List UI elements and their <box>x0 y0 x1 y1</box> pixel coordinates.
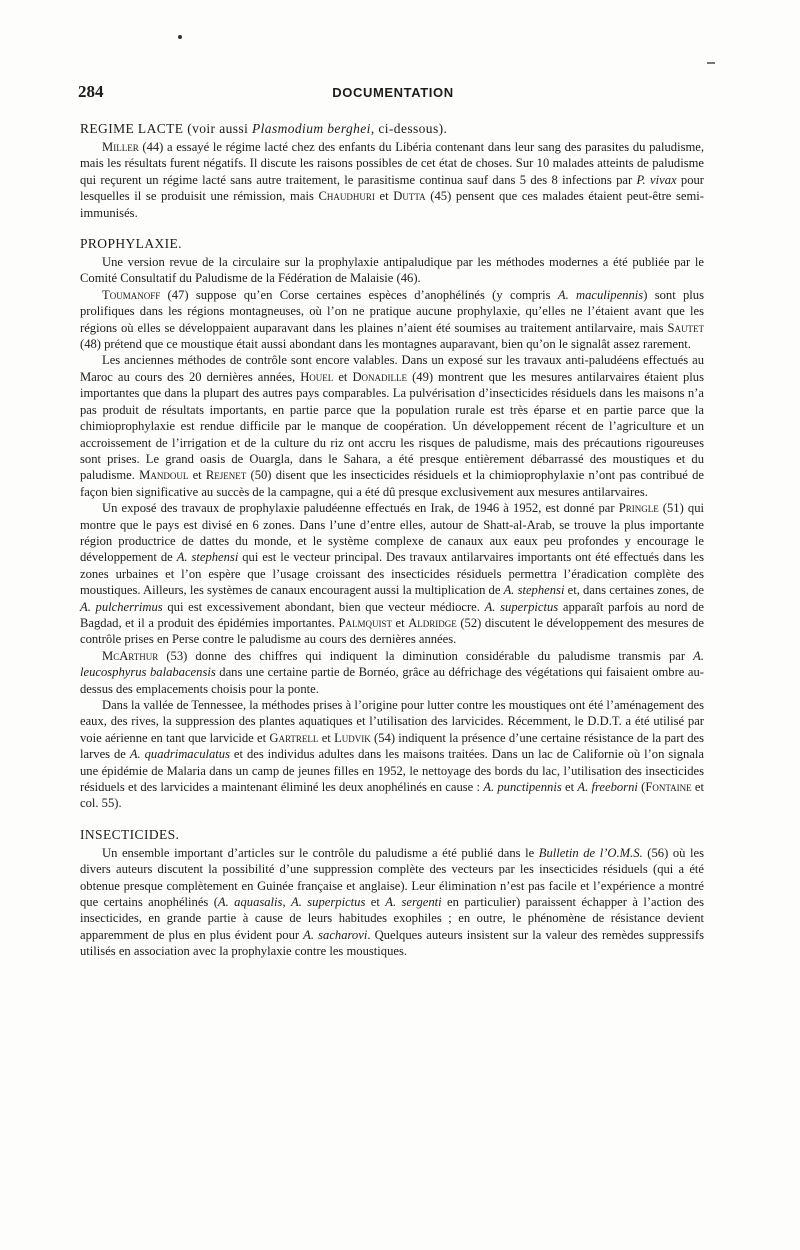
italic-term: A. sergenti <box>385 895 442 910</box>
italic-term: A. leucosphyrus balabacensis <box>80 648 704 680</box>
author-name: Houel <box>300 369 334 384</box>
italic-term: A. sacharovi <box>303 927 368 942</box>
text-run: dans une certaine partie de Bornéo, grâce au défrichage des végétations qui faisaient ombre au-dessus des emplacements choisis pour la ponte. <box>80 665 704 696</box>
running-head: DOCUMENTATION <box>332 85 454 100</box>
text-run: et, dans certaines zones, de <box>564 583 704 598</box>
article-body <box>80 120 704 960</box>
text-run: , <box>282 895 292 910</box>
section-heading <box>80 120 704 137</box>
paragraph <box>80 254 704 287</box>
text-run: (51) qui montre que le pays est divisé en 6 zones. Dans l’une d’entre elles, autour de Shatt-al-Arab, se trouve la plus importante région productrice de dattes du monde, et le système complexe de canaux aux eaux peu profondes y encourage le développement de <box>80 501 704 565</box>
text-run: et <box>374 189 394 204</box>
page-number: 284 <box>78 82 104 101</box>
author-name: Palmquist <box>338 615 392 630</box>
italic-term: A. quadrimaculatus <box>129 747 230 762</box>
section-title: REGIME LACTE <box>80 121 184 136</box>
italic-term: A. pulcherrimus <box>80 599 163 614</box>
text-run: (45) pensent que ces malades étaient peut-être semi-immunisés. <box>80 189 705 220</box>
section-insecticides <box>80 826 704 960</box>
text-run: (54) indiquent la présence d’une certaine résistance de la part des larves de <box>80 730 704 762</box>
page-header <box>78 82 708 106</box>
paragraph <box>80 500 704 648</box>
text-run: (53) donne des chiffres qui indiquent la diminution considérable du paludisme transmis par <box>158 648 694 663</box>
text-run: ) sont plus prolifiques dans les régions montagneuses, où l’on ne pratique aucune prophylaxie, qu’elles ne l’étaient avant que les régions où elles se développaient auparavant dans les plaines n’aient été soumises au traitement antilarvaire, mais <box>80 287 704 335</box>
text-run: et des individus adultes dans les maisons traitées. Dans un lac de Californie où l’on signala une épidémie de Malaria dans un camp de jeunes filles en 1952, le nettoyage des bords du lac, l’utilisation des insecticides résiduels et des larvicides a maintenant éliminé les deux anophélinés en cause : <box>80 747 704 795</box>
paragraph <box>80 287 704 353</box>
section-regime-lacte <box>80 120 704 221</box>
italic-term: A. punctipennis <box>483 780 562 795</box>
italic-term: A. stephensi <box>503 583 565 598</box>
author-name: Aldridge <box>408 615 457 630</box>
text-run: et <box>561 780 578 795</box>
text-run: . Quelques auteurs insistent sur la valeur des remèdes suppressifs utilisés en association avec la prophylaxie contre les moustiques. <box>80 927 704 959</box>
author-name: Pringle <box>618 501 659 516</box>
author-name: Toumanoff <box>102 287 161 302</box>
text-run: apparaît parfois au nord de Bagdad, et il a produit des épidémies importantes. <box>80 599 704 630</box>
section-title-aside: (voir aussi <box>183 121 252 136</box>
author-name: Fontaine <box>645 780 692 795</box>
section-title: INSECTICIDES. <box>80 826 180 842</box>
author-name: Chaudhuri <box>318 189 375 204</box>
page-mark <box>178 35 182 39</box>
author-name: Miller <box>102 140 139 154</box>
text-run: ( <box>637 780 646 795</box>
text-run: Une version revue de la circulaire sur la prophylaxie antipaludique par les méthodes modernes a été publiée par le Comité Consultatif du Paludisme de la Fédération de Malaisie (46). <box>80 255 704 286</box>
section-heading <box>80 235 704 252</box>
author-name: Dutta <box>393 189 426 204</box>
text-run: qui est le vecteur principal. Des travaux antilarvaires importants ont été effectués dans les zones urbaines et l’on espère que l’usage croissant des insecticides résiduels permettra l’éradication complète des moustiques. Ailleurs, les systèmes de canaux encouragent aussi la multiplication de <box>80 550 704 598</box>
text-run: et <box>365 895 386 910</box>
text-run: qui est excessivement abondant, bien que vecteur médiocre. <box>162 599 485 614</box>
author-name: Rejenet <box>205 468 247 483</box>
section-title: PROPHYLAXIE. <box>80 236 182 252</box>
author-name: Mandoul <box>139 468 189 483</box>
italic-term: A. superpictus <box>291 895 366 910</box>
text-run: (50) disent que les insecticides résiduels et la chimioprophylaxie n’ont pas contribué de façon bien significative au succès de la campagne, qui a été dû presque exclusivement aux mesures antilarvaires. <box>80 468 705 499</box>
italic-term: A. freeborni <box>577 780 638 795</box>
text-run: Dans la vallée de Tennessee, la méthodes prises à l’origine pour lutter contre les moustiques ont été l’aménagement des eaux, des rives, la suppression des plantes aquatiques et l’utilisation des larvicides. Récemment, le D.D.T. a été utilisé par voie aérienne en tant que larvicide et <box>80 698 704 745</box>
section-heading <box>80 826 704 843</box>
text-run: et <box>333 369 353 384</box>
italic-term: A. maculipennis <box>557 287 644 302</box>
author-name: Ludvik <box>334 730 371 745</box>
text-run: (44) a essayé le régime lacté chez des enfants du Libéria contenant dans leur sang des parasites du paludisme, mais les résultats furent négatifs. Il discute les raisons possibles de cet état de choses. Sur 10 malades atteints de paludisme qui reçurent un régime lacté sans autre traitement, le parasitisme continua sauf dans 5 des 8 infections par <box>80 140 704 187</box>
italic-term: A. superpictus <box>484 599 559 614</box>
italic-term: Bulletin de l’O.M.S. <box>538 845 643 860</box>
text-run: en particulier) paraissent échapper à l’action des insecticides, en grande partie à cause de leurs habitudes exophiles ; en outre, le phénomène de résistance devient apparemment de plus en plus évident pour <box>80 895 704 942</box>
text-run: (47) suppose qu’en Corse certaines espèces d’anophélinés (y compris <box>160 287 558 302</box>
text-run: et <box>392 615 409 630</box>
italic-term: P. vivax <box>636 172 677 187</box>
author-name: Gartrell <box>269 730 319 745</box>
italic-term: A. aquasalis <box>217 895 283 910</box>
text-run: et col. 55). <box>80 780 704 811</box>
author-name: McArthur <box>102 648 159 663</box>
italic-term: A. stephensi <box>176 550 239 565</box>
paragraph <box>80 697 704 812</box>
margin-mark <box>707 62 715 64</box>
author-name: Sautet <box>667 320 704 335</box>
text-run: (56) où les divers auteurs discutent la possibilité d’une suppression complète des vecteurs par les insecticides résiduels (qui a été obtenue presque complètement en Guinée française et anglaise). Leur élimination n’est pas facile et l’expérience a montré que certains anophélinés ( <box>80 845 704 910</box>
section-title-aside-italic: Plasmodium berghei <box>252 121 371 136</box>
paragraph <box>80 139 704 221</box>
paragraph <box>80 352 704 500</box>
text-run: Un exposé des travaux de prophylaxie paludéenne effectués en Irak, de 1946 à 1952, est donné par <box>102 501 619 516</box>
text-run: pour lesquelles il se produisit une rémission, mais <box>80 172 704 204</box>
text-run: Les anciennes méthodes de contrôle sont encore valables. Dans un exposé sur les travaux anti-paludéens effectués au Maroc au cours des 20 dernières années, <box>80 353 704 384</box>
author-name: Donadille <box>352 369 408 384</box>
section-title-aside-end: , ci-dessous). <box>370 121 448 136</box>
text-run: (48) prétend que ce moustique était aussi abondant dans les montagnes auparavant, bien qu’on le signalât assez rarement. <box>80 337 691 352</box>
text-run: et <box>188 468 206 483</box>
paragraph <box>80 648 704 697</box>
text-run: (52) discutent le développement des mesures de contrôle prises en Perse contre le paludisme au cours des dernières années. <box>80 615 705 647</box>
section-prophylaxie <box>80 235 704 812</box>
text-run: et <box>318 730 335 745</box>
paragraph <box>80 845 704 960</box>
text-run: Un ensemble important d’articles sur le contrôle du paludisme a été publié dans le <box>102 845 539 860</box>
text-run: (49) montrent que les mesures antilarvaires étaient plus importantes que dans la plupart des autres pays comparables. La pulvérisation d’insecticides résiduels dans les maisons n’a pas produit de résultats importants, en partie parce que la population rurale est très éparse et en partie parce que la chimioprophylaxie est rendue difficile par le manque de coopération. Un développement récent de l’agriculture et un accroissement de l’irrigation et de la culture du riz ont accru les risques de paludisme, mais des précautions rigoureuses sont prises. Le grand oasis de Ouargla, dans le Sahara, a été presque entièrement débarrassé des moustiques et du paludisme. <box>80 369 704 483</box>
